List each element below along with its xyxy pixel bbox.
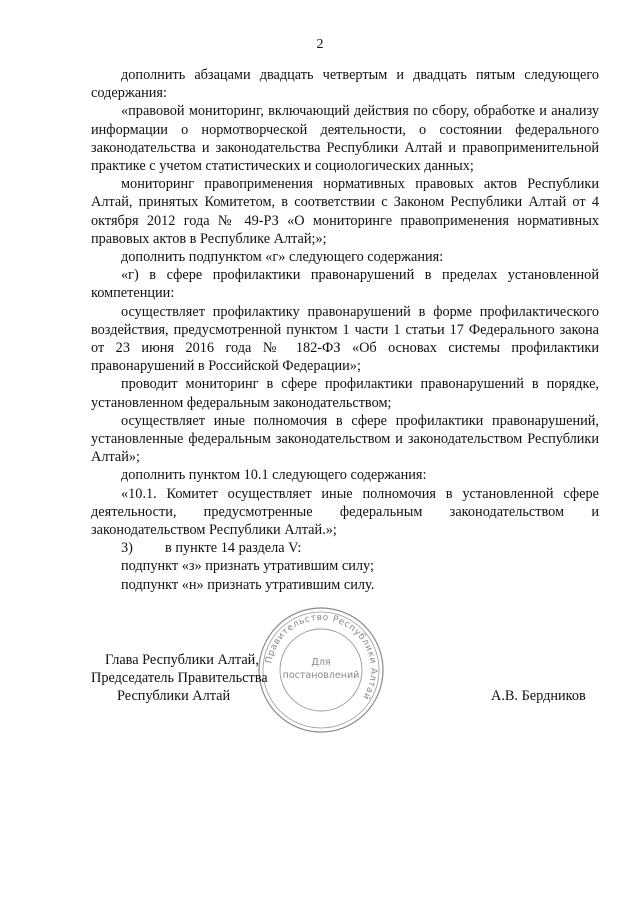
- paragraph: «г) в сфере профилактики правонарушений в пределах установленной компетенции:: [91, 267, 599, 302]
- signature-title-line3: Республики Алтай: [117, 688, 231, 704]
- paragraph: дополнить абзацами двадцать четвертым и двадцать пятым следующего содержания:: [91, 67, 599, 102]
- paragraph: проводит мониторинг в сфере профилактики правонарушений в порядке, установленном федеральным законодательством;: [91, 376, 599, 411]
- paragraph: дополнить подпунктом «г» следующего содержания:: [121, 249, 444, 266]
- page-number: 2: [316, 37, 324, 52]
- signature-title-line1: Глава Республики Алтай,: [105, 652, 259, 668]
- signatory-name: А.В. Бердников: [491, 688, 586, 704]
- list-item-text: в пункте 14 раздела V:: [165, 540, 302, 557]
- stamp-inner-line2: постановлений: [282, 670, 360, 681]
- paragraph: мониторинг правоприменения нормативных правовых актов Республики Алтай, принятых Комитетом, в соответствии с Законом Республики Алтай от 4 октября 2012 года № 49-РЗ «О мониторинге правоприменения нормативных правовых актов в Республике Алтай;»;: [91, 176, 599, 247]
- stamp-inner-line1: Для: [311, 657, 331, 668]
- paragraph: дополнить пунктом 10.1 следующего содержания:: [121, 467, 427, 484]
- official-stamp: [256, 605, 386, 735]
- document-body: [91, 66, 599, 594]
- stamp-ring-text: Правительство Республики Алтай: [264, 612, 379, 702]
- signature-title-line2: Председатель Правительства: [91, 670, 268, 686]
- paragraph: «правовой мониторинг, включающий действия по сбору, обработке и анализу информации о нормотворческой деятельности, о состоянии федерального законодательства и законодательства Республики Алтай и правоприменительной практике с учетом статистических и социологических данных;: [91, 103, 599, 175]
- paragraph: подпункт «н» признать утратившим силу.: [121, 576, 375, 593]
- paragraph: «10.1. Комитет осуществляет иные полномочия в установленной сфере деятельности, предусмотренные федеральным законодательством и законодательством Республики Алтай.»;: [91, 485, 599, 539]
- paragraph: осуществляет иные полномочия в сфере профилактики правонарушений, установленные федеральным законодательством и законодательством Республики Алтай»;: [91, 412, 599, 466]
- list-item-number: 3): [121, 540, 133, 557]
- list-item-3: [91, 539, 599, 557]
- paragraph: осуществляет профилактику правонарушений в форме профилактического воздействия, предусмотренной пунктом 1 части 1 статьи 17 Федерального закона от 23 июня 2016 года № 182-ФЗ «Об основах системы профилактики правонарушений в Российской Федерации»;: [91, 303, 599, 375]
- paragraph: подпункт «з» признать утратившим силу;: [121, 558, 374, 575]
